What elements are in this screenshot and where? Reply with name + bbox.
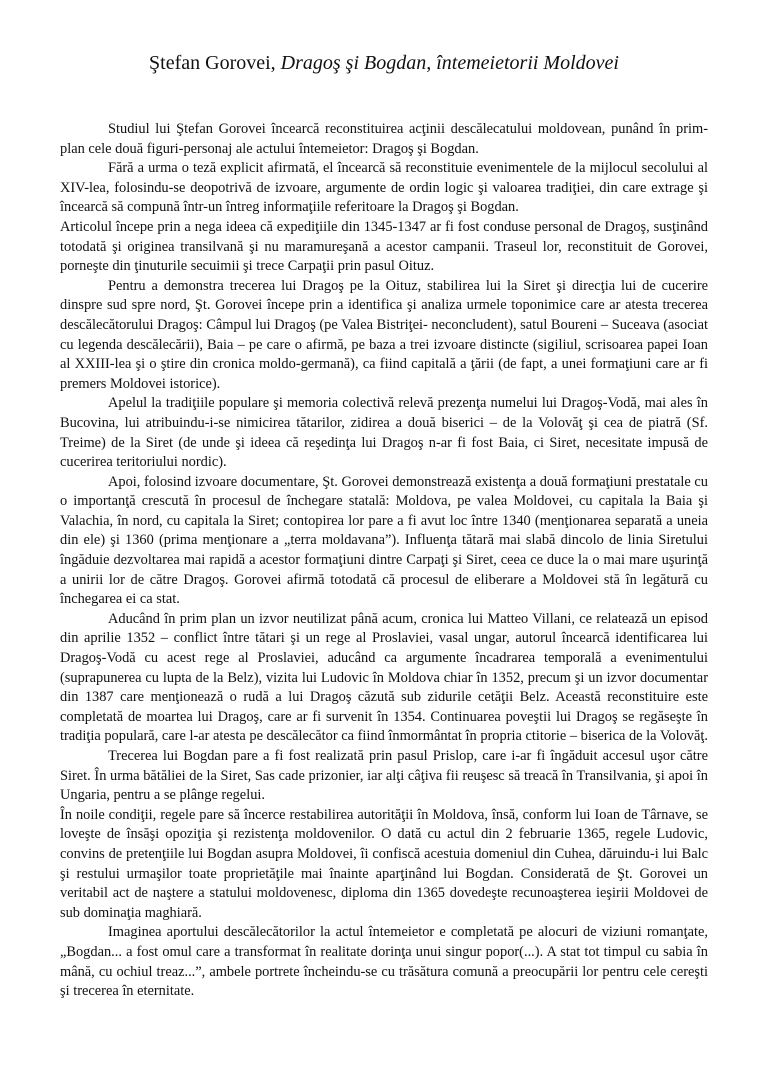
paragraph: Imaginea aportului descălecătorilor la actul întemeietor e completată pe alocuri de viziuni romanţate, „Bogdan... a fost omul care a transformat în realitate dorinţa unui singur popor(...). A stat tot timpul cu sabia în mână, cu ochiul treaz...”, ambele portrete încheindu-se cu trăsătura comună a preocupării lor pentru cele cereşti şi trecerea în eternitate. — [60, 924, 708, 1000]
paragraph: Trecerea lui Bogdan pare a fi fost realizată prin pasul Prislop, care i-ar fi îngăduit accesul uşor către Siret. În urma bătăliei de la Siret, Sas cade prizonier, iar alţi câţiva fii reuşesc să treacă în Transilvania, şi apoi în Ungaria, pentru a se plânge regelui. — [60, 748, 708, 804]
paragraph: Apelul la tradiţiile populare şi memoria colectivă relevă prezenţa numelui lui Dragoş-Vodă, mai ales în Bucovina, lui atribuindu-i-se nimicirea tătarilor, zidirea a două biserici – de la Volovăţ şi cea de piatră (Sf. Treime) de la Siret (de unde şi ideea că reşedinţa lui Dragoş n-ar fi fost Baia, ci Siret, necesitate impusă de cucerirea teritoriului nordic). — [60, 395, 708, 471]
paragraph: Aducând în prim plan un izvor neutilizat până acum, cronica lui Matteo Villani, ce relatează un episod din aprilie 1352 – conflict între tătari şi un rege al Proslaviei, vasal ungar, autorul încearcă identificarea lui Dragoş-Vodă cu acest rege al Proslaviei, aducând ca argumente încadrarea temporală a evenimentului (suprapunerea cu lupta de la Belz), vizita lui Ludovic în Moldova chiar în 1352, precum şi un izvor documentar din 1387 care menţionează o rudă a lui Dragoş căzută sub zidurile cetăţii Belz. Această reconstituire este completată de moartea lui Dragoş, care ar fi survenit în 1354. Continuarea poveştii lui Dragoş se regăseşte în tradiţia populară, care l-ar atesta pe descălecător ca fiind înmormântat în propria ctitorie – biserica de la Volovăţ. — [60, 610, 708, 745]
paragraph: În noile condiţii, regele pare să încerce restabilirea autorităţii în Moldova, însă, conform lui Ioan de Târnave, se loveşte de însăşi opoziţia şi rezistenţa moldovenilor. O dată cu actul din 2 februarie 1365, regele Ludovic, convins de pretenţiile lui Bogdan asupra Moldovei, îi confiscă acestuia domeniul din Cuhea, dăruindu-i lui Balc şi restului urmaşilor toate proprietăţile mai înainte aparţinând lui Bogdan. Considerată de Şt. Gorovei un veritabil act de naştere a statului moldovenesc, diploma din 1365 dovedeşte recunoaşterea ieşirii Moldovei de sub dominaţia maghiară. — [60, 806, 708, 921]
document-body — [60, 120, 708, 1002]
paragraph: Studiul lui Ştefan Gorovei încearcă reconstituirea acţinii descălecatului moldovean, punând în prim-plan cele două figuri-personaj ale actului întemeietor: Dragoş şi Bogdan. — [60, 121, 708, 157]
paragraph: Articolul începe prin a nega ideea că expediţiile din 1345-1347 ar fi fost conduse personal de Dragoş, susţinând totodată şi originea transilvană şi nu maramureşană a acestor campanii. Traseul lor, reconstituit de Gorovei, porneşte din ţinuturile secuimii şi trece Carpaţii prin pasul Oituz. — [60, 218, 708, 275]
title-work: Dragoş şi Bogdan, întemeietorii Moldovei — [280, 52, 619, 74]
paragraph: Fără a urma o teză explicit afirmată, el încearcă să reconstituie evenimentele de la mijlocul secolului al XIV-lea, folosindu-se deopotrivă de izvoare, argumente de ordin logic şi valoarea tradiţiei, din care extrage şi încearcă să compună într-un întreg informaţiile referitoare la Dragoş şi Bogdan. — [60, 160, 708, 216]
title-author: Ştefan Gorovei, — [149, 52, 276, 74]
paragraph: Apoi, folosind izvoare documentare, Şt. Gorovei demonstrează existenţa a două formaţiuni prestatale cu o importanţă crescută în procesul de închegare statală: Moldova, pe valea Moldovei, cu capitala la Baia şi Valachia, în nord, cu capitala la Siret; contopirea lor pare a fi avut loc între 1340 (menţionarea separată a uneia din ele) şi 1360 (prima menţionare a „terra moldavana”). Influenţa tătară mai slabă dincolo de linia Siretului îngăduie dezvoltarea mai rapidă a acestor formaţiuni dintre Carpaţi şi Siret, ceea ce duce la o mai mare uşurinţă a unirii lor de către Dragoş. Gorovei afirmă totodată că procesul de eliberare a Moldovei stă în legătură cu închegarea ei ca stat. — [60, 473, 708, 608]
paragraph: Pentru a demonstra trecerea lui Dragoş pe la Oituz, stabilirea lui la Siret şi direcţia lui de cucerire dinspre sud spre nord, Şt. Gorovei începe prin a identifica şi analiza urmele toponimice care ar atesta trecerea descălecătorului Dragoş: Câmpul lui Dragoş (pe Valea Bistriţei- neconcludent), satul Boureni – Suceava (asociat cu legenda descălecării), Baia – pe care o afirmă, pe baza a trei izvoare distincte (sigiliul, scrisoarea papei Ioan al XXIII-lea şi o ştire din cronica moldo-germană), ca fiind capitală a ţării (de fapt, a unei formaţiuni care ar fi premers Moldovei istorice). — [60, 277, 708, 392]
document-title — [0, 50, 768, 76]
